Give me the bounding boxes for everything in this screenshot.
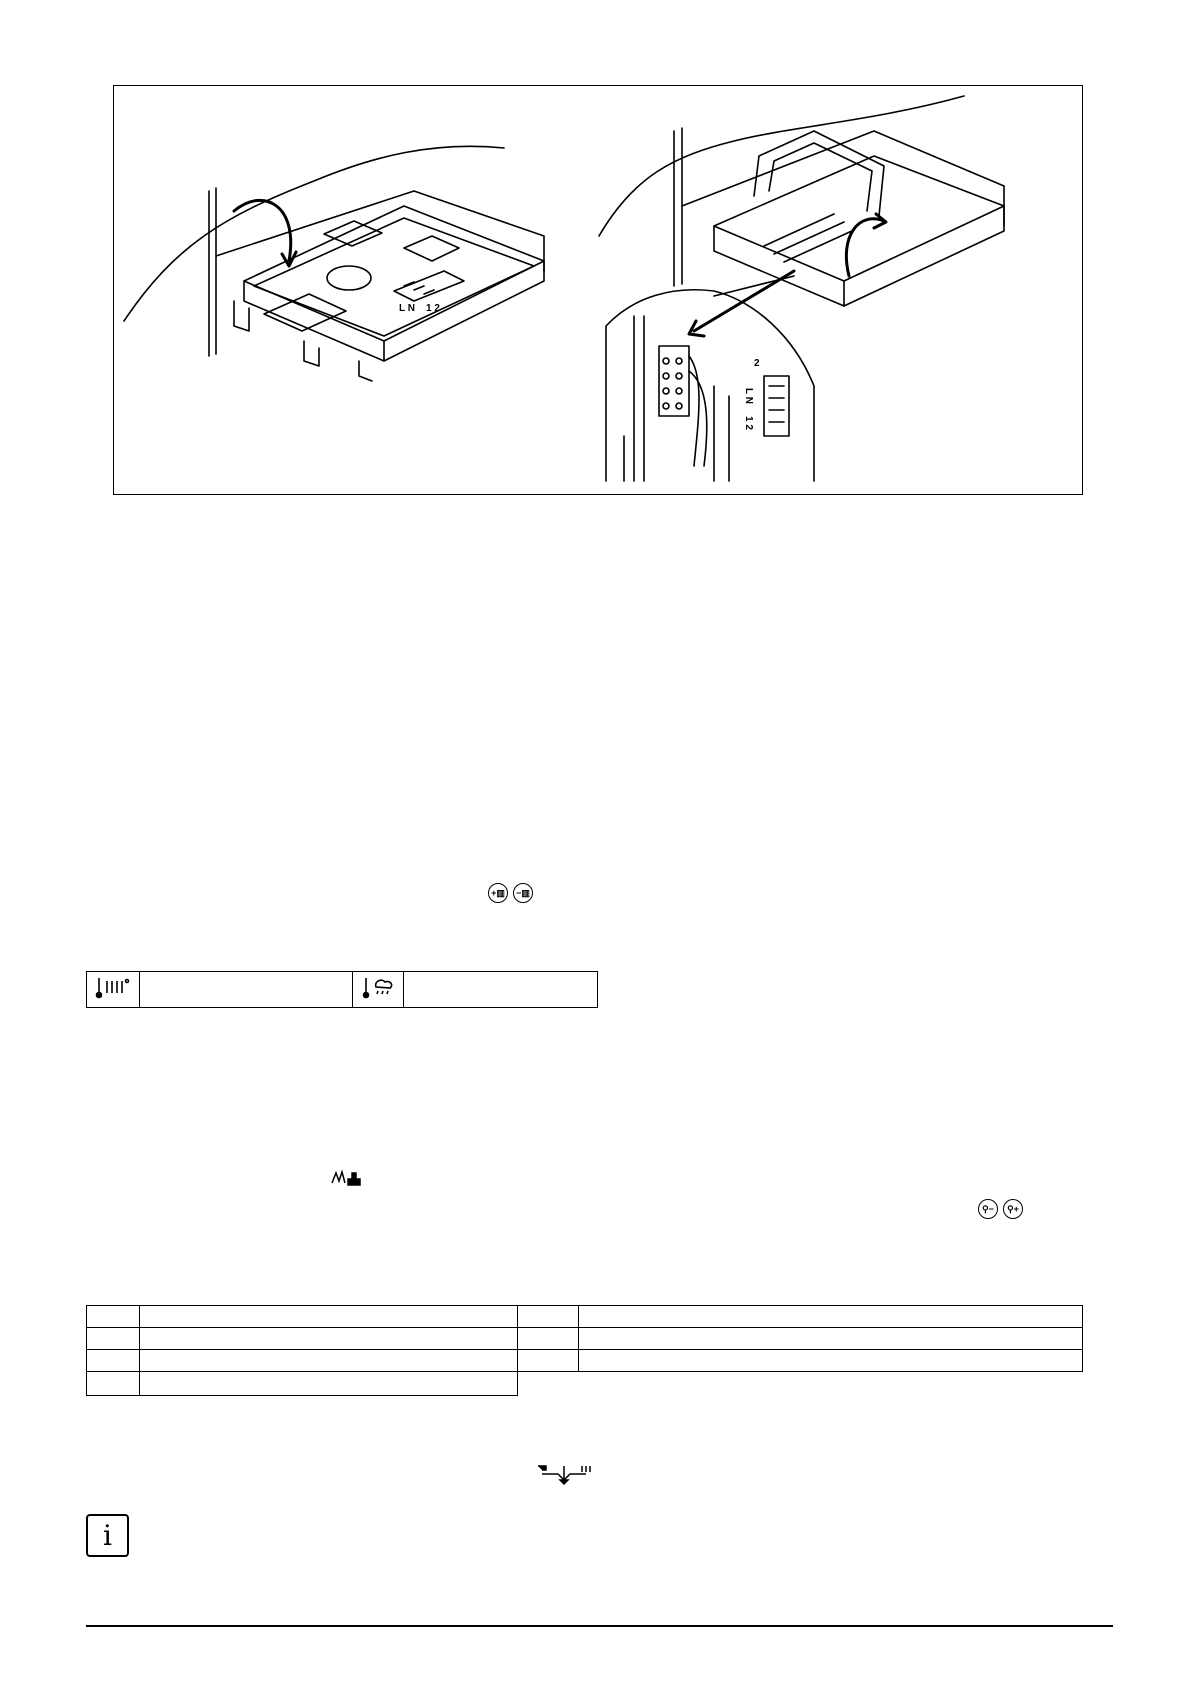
figure-illustration	[114, 86, 1082, 494]
table-cell	[517, 1328, 578, 1350]
table-row	[87, 1372, 1083, 1396]
table-cell	[139, 1306, 517, 1328]
right-box-base	[714, 156, 1004, 281]
outdoor-weather-temperature-icon	[358, 975, 398, 999]
table-row	[87, 1306, 1083, 1328]
flame-reset-icon	[330, 1169, 364, 1187]
heating-plus-icon: +▥	[488, 883, 508, 903]
installation-figure	[113, 85, 1083, 495]
table-cell	[87, 1350, 140, 1372]
left-wall-edge	[209, 188, 216, 356]
temperature-icon-table	[86, 971, 598, 1008]
left-box-inner	[254, 218, 534, 336]
right-wall-outline	[599, 96, 964, 236]
table-cell	[578, 1350, 1083, 1372]
left-label-plate	[264, 294, 346, 331]
left-round-cover	[327, 266, 371, 290]
table-cell-empty	[517, 1372, 578, 1396]
left-clip-2	[304, 341, 319, 366]
left-clip-3	[359, 361, 372, 381]
radiator-temp-cell	[87, 972, 140, 1008]
left-terminal-numbers: 1 2	[426, 303, 440, 314]
inset-wires	[689, 356, 707, 466]
table-cell	[578, 1306, 1083, 1328]
right-terminal-row	[764, 214, 854, 262]
right-box-side	[844, 206, 1004, 306]
dhw-minus-icon: ⚲−	[978, 1199, 998, 1219]
table-cell	[517, 1350, 578, 1372]
left-terminal-letters: L N	[399, 303, 415, 314]
right-box-front	[714, 226, 844, 306]
left-box-front	[244, 281, 384, 361]
right-open-lid	[754, 131, 884, 216]
left-square-window-2	[404, 236, 459, 261]
dhw-plus-icon: ⚲+	[1003, 1199, 1023, 1219]
left-square-window	[324, 221, 382, 246]
inset-terminal-block-right	[764, 376, 789, 436]
right-wall-edge	[674, 128, 682, 286]
info-glyph: i	[103, 1519, 112, 1552]
outdoor-temp-value-cell	[404, 972, 598, 1008]
left-clip-1	[234, 301, 249, 331]
table-cell	[139, 1328, 517, 1350]
left-curved-arrow	[234, 200, 291, 261]
outdoor-temp-cell	[353, 972, 404, 1008]
table-cell	[517, 1306, 578, 1328]
table-row	[87, 1328, 1083, 1350]
table-cell	[578, 1328, 1083, 1350]
table-cell	[139, 1372, 517, 1396]
heating-minus-icon: −▥	[513, 883, 533, 903]
table-cell	[87, 1372, 140, 1396]
info-icon	[86, 1514, 129, 1557]
footer-rule	[86, 1625, 1113, 1627]
tap-valve-radiator-icon	[536, 1462, 596, 1486]
table-row	[87, 1350, 1083, 1372]
parameter-table	[86, 1305, 1083, 1396]
radiator-temperature-icon	[93, 975, 133, 999]
table-cell	[139, 1350, 517, 1372]
table-cell-empty	[578, 1372, 1083, 1396]
left-shelf	[216, 191, 544, 271]
inset-arrow	[694, 271, 794, 331]
right-terminal-letters: L N	[743, 388, 754, 404]
radiator-temp-value-cell	[139, 972, 353, 1008]
right-terminal-numbers: 1 2	[743, 416, 754, 430]
right-connector-label: 2	[754, 358, 760, 369]
table-cell	[87, 1328, 140, 1350]
table-cell	[87, 1306, 140, 1328]
